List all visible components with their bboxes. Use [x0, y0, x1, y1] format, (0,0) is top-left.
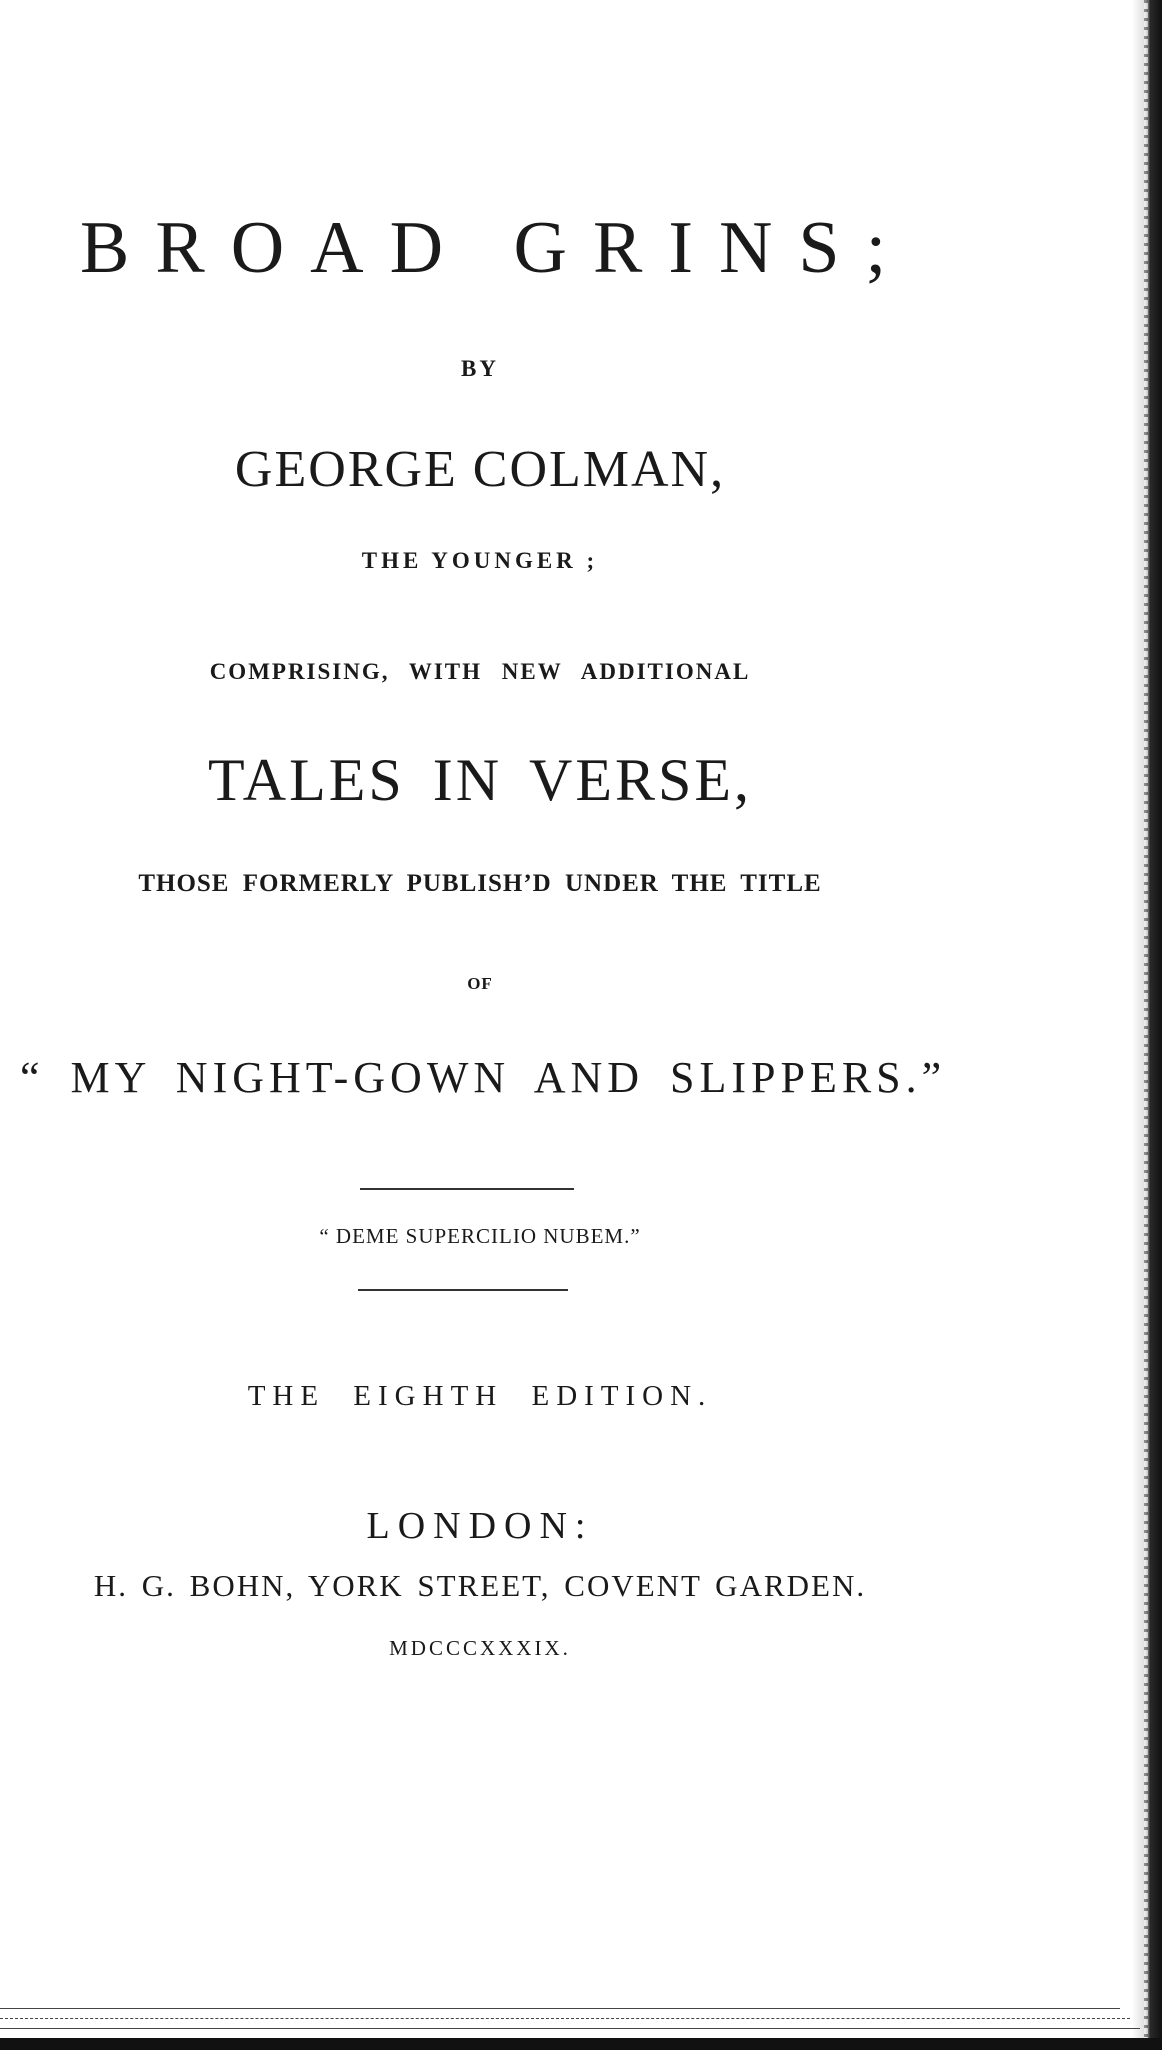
author-name: GEORGE COLMAN, [234, 441, 726, 498]
motto: “ DEME SUPERCILIO NUBEM.” [319, 1224, 641, 1248]
former-title: “ MY NIGHT-GOWN AND SLIPPERS.” [20, 1053, 947, 1102]
edition-line: THE EIGHTH EDITION. [247, 1380, 713, 1412]
scanned-bottom-edge [0, 2004, 1162, 2050]
imprint-publisher: H. G. BOHN, YORK STREET, COVENT GARDEN. [93, 1568, 867, 1603]
edge-stroke [0, 2008, 1120, 2009]
rule-divider-top [360, 1188, 574, 1190]
edge-stroke [0, 2028, 1140, 2029]
author-epithet: THE YOUNGER ; [361, 548, 599, 573]
of-line: OF [467, 974, 493, 993]
imprint-year: MDCCCXXXIX. [389, 1636, 571, 1660]
subtitle: TALES IN VERSE, [207, 747, 753, 813]
comprising-line: COMPRISING, WITH NEW ADDITIONAL [209, 659, 751, 684]
edge-stroke [0, 2018, 1130, 2019]
by-line: BY [461, 356, 499, 381]
formerly-line: THOSE FORMERLY PUBLISH’D UNDER THE TITLE [138, 870, 822, 897]
rule-divider-bottom [358, 1289, 568, 1291]
book-title: BROAD GRINS; [80, 207, 913, 289]
scanned-edge-speckle [1144, 0, 1148, 2050]
edge-band [0, 2038, 1162, 2050]
imprint-city: LONDON: [366, 1505, 594, 1547]
